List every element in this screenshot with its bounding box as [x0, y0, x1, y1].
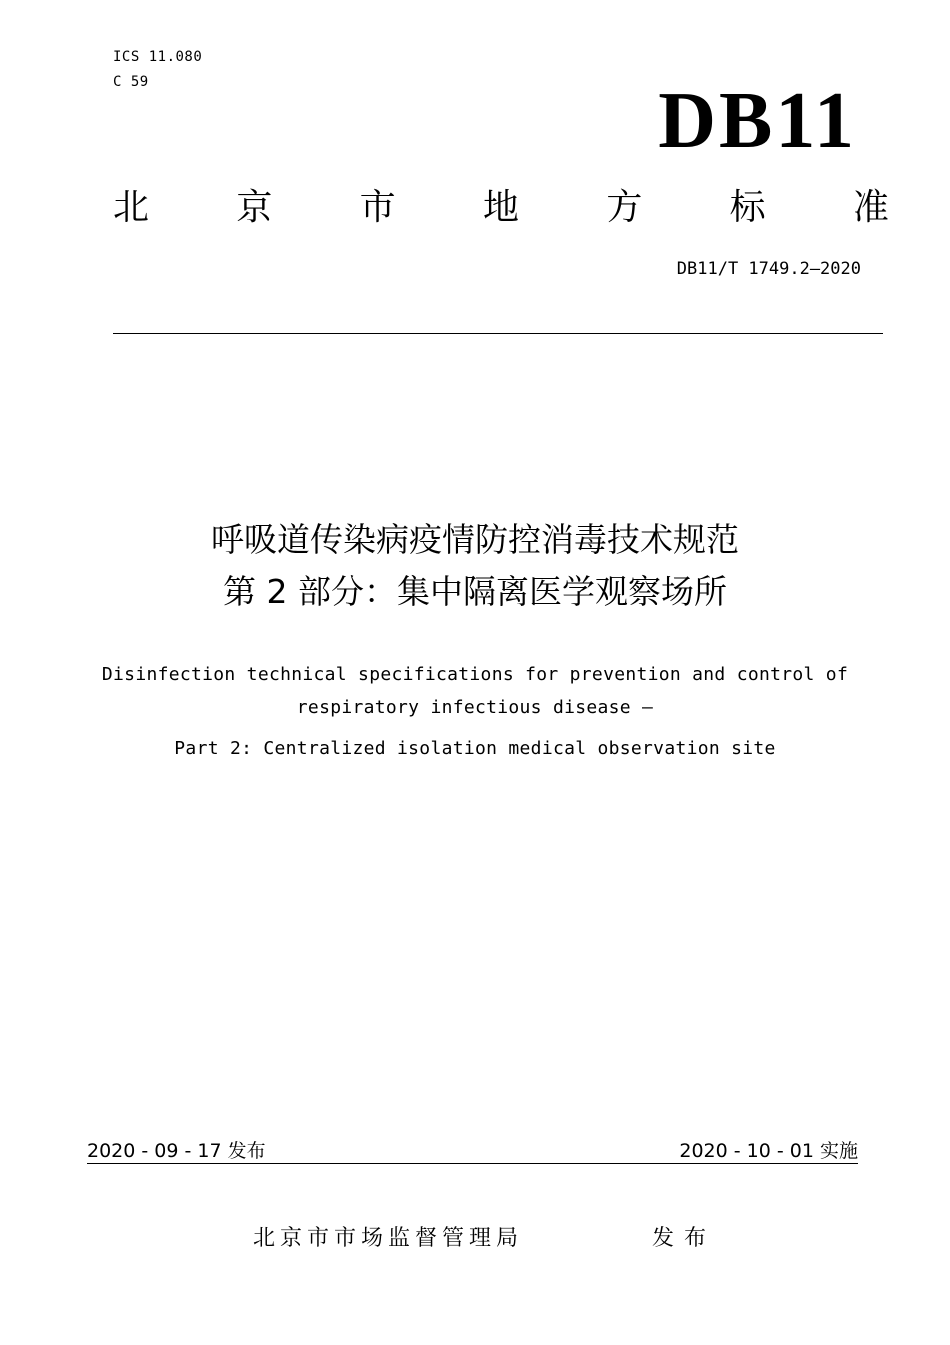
db11-logo: DB11 — [658, 77, 857, 165]
standard-type — [113, 185, 889, 231]
publisher-name: 北京市市场监督管理局 — [253, 1226, 524, 1251]
english-title-line-2: respiratory infectious disease — — [296, 697, 654, 718]
standard-type-char: 市 — [359, 187, 396, 228]
chinese-title-line-1: 呼吸道传染病疫情防控消毒技术规范 — [211, 520, 739, 559]
standard-type-char: 地 — [482, 187, 519, 228]
chinese-title-line-2: 第 2 部分：集中隔离医学观察场所 — [223, 572, 727, 611]
standard-type-char: 京 — [236, 187, 273, 228]
english-title-line-3: Part 2: Centralized isolation medical observation site — [174, 738, 776, 759]
publish-label: 发布 — [652, 1226, 717, 1251]
standard-type-char: 北 — [113, 187, 150, 228]
standard-type-char: 方 — [606, 187, 643, 228]
header-divider — [113, 333, 883, 334]
standard-type-char: 准 — [852, 187, 889, 228]
ccs-code: C 59 — [113, 74, 149, 90]
footer-divider — [87, 1163, 858, 1164]
ics-code: ICS 11.080 — [113, 49, 203, 65]
standard-type-char: 标 — [729, 187, 766, 228]
standard-number: DB11/T 1749.2—2020 — [676, 259, 861, 279]
implementation-date: 2020 - 10 - 01 实施 — [679, 1140, 858, 1162]
english-title-line-1: Disinfection technical specifications for prevention and control of — [101, 664, 849, 685]
issue-date: 2020 - 09 - 17 发布 — [87, 1140, 266, 1162]
